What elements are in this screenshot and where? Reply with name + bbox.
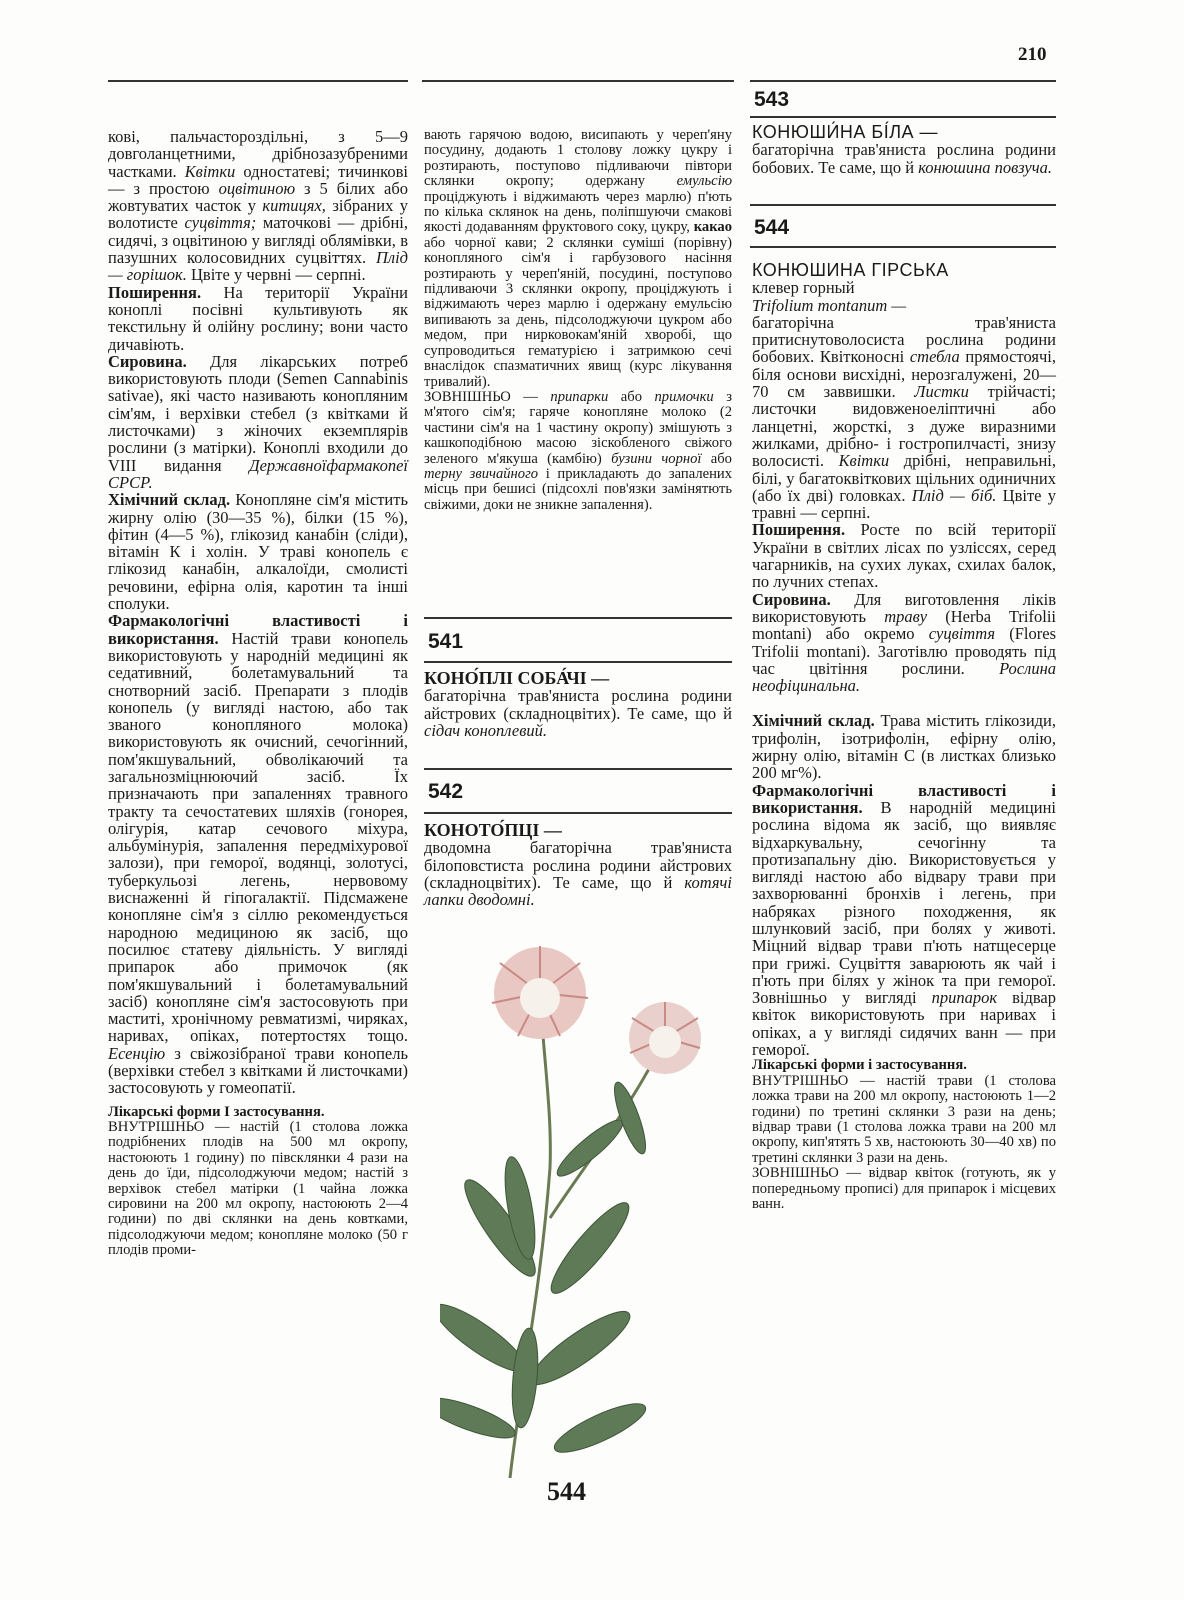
entry-541-text: багаторічна трав'яниста рослина родини айстрових (складноцвітих). Те саме, що й сідач коноплевий. <box>424 686 732 740</box>
section-number-544: 544 <box>754 216 790 239</box>
entry-544-chemistry: Хімічний склад. Трава містить глікозиди, трифолін, ізотрифолін, ефірну олію, жирну олію, вітамін С (в листках близько 200 мг%). <box>752 711 1057 783</box>
section-rule <box>424 768 732 770</box>
entry-544-dosage-heading: Лікарські форми і застосування. <box>752 1057 967 1074</box>
entry-543 <box>752 124 1056 176</box>
section-rule <box>424 812 732 814</box>
flower-head-large <box>492 946 588 1039</box>
paragraph-description: кові, пальчастороздільні, з 5—9 довголанцетними, дрібнозазубреними частками. Квітки одностатеві; тичинкові — з простою оцвітиною з 5 білих або жовтуватих часток у китицях, зібраних у волотисте суцвіття; маточкові — дрібні, сидячі, з оцвітиною у вигляді облямівки, в пазушних колосовидних суцвіттях. Плід — горішок. Цвіте у червні — серпні. <box>108 127 409 285</box>
section-rule <box>750 204 1056 206</box>
entry-544-russian-name: клевер горный <box>752 278 855 298</box>
section-rule <box>424 661 732 663</box>
entry-544-description: багаторічна трав'яниста притиснутоволосиста рослина родини бобових. Квітконосні стебла прямостоячі, біля основи висхідні, нерозгалужені, 20—70 см заввишки. Листки трійчасті; листочки видовженоеліптичні або ланцетні, жорсткі, з дуже виразними жилками, дрібно- і гостропилчасті, знизу волосисті. Квітки дрібні, неправильні, білі, у багатоквіткових щільних одиничних (або їх дві) головках. Плід — біб. Цвіте у травні — серпні. <box>752 312 1056 523</box>
paragraph-chemistry: Хімічний склад. Конопляне сім'я містить жирну олію (30—35 %), білки (15 %), фітин (4—5 %), глікозид канабін (сліди), вітамін К і холін. У траві конопель є глікозид канабін, алкалоїди, смолисті речовини, ефірна олія, каротин та інші сполуки. <box>108 490 409 614</box>
clover-illustration <box>440 918 740 1518</box>
entry-544-latin-name: Trifolium montanum — <box>752 295 907 315</box>
section-number-542: 542 <box>428 780 464 803</box>
entry-542-headword: КОНОТО́ПЦІ — <box>424 820 562 840</box>
flower-head-small <box>629 1002 701 1074</box>
entry-544-distribution: Поширення. Росте по всій території України в світлих лісах по узліссях, серед чагарників, на сухих луках, схилах балок, по лучних степах. <box>752 520 1056 592</box>
section-number-543: 543 <box>754 88 790 111</box>
entry-543-headword: КОНЮШИ́НА БІ́ЛА — <box>752 122 939 142</box>
entry-544-headword: КОНЮШИНА ГІРСЬКА <box>752 260 949 280</box>
paragraph-external-use: ЗОВНІШНЬО — припарки або примочки з м'ятого сім'я; гаряче конопляне молоко (2 частини сім'я на 1 частину окропу) змішують з кашкоподібною масою зіскобленого свіжого зеленого м'якуша (камбію) бузини чорної або терну звичайного і прикладають до запалених місць при бешисі (підсохлі пов'язки замінятють свіжими, доки не зникне запалення). <box>424 388 732 513</box>
entry-542 <box>424 822 732 908</box>
paragraph-dosage: ВНУТРІШНЬО — настій (1 столова ложка подрібнених плодів на 500 мл окропу, настоюють 1 годину) по півсклянки 4 рази на день до їди, підсолоджуючи медом; настій з верхівок стебел матірки (1 чайна ложка сировини на 200 мл окропу, настоюють 2—4 години) по дві склянки на день ковтками, підсолоджуючи медом; конопляне молоко (50 г плодів проми- <box>108 1119 408 1259</box>
section-rule <box>424 617 732 619</box>
entry-544-dosage: ВНУТРІШНЬО — настій трави (1 столова ложка трави на 200 мл окропу, настоюють 1—2 години) по третині склянки 3 рази на день; відвар трави (1 столова ложка трави на 200 мл окропу, кип'ятять 5 хв, настоюють 30—40 хв) по третині склянки 3 рази на день. <box>752 1072 1056 1166</box>
section-number-541: 541 <box>428 630 464 653</box>
entry-544-pharmacology: Фармакологічні властивості і використання. В народній медицині рослина відома як засіб, що виявляє відхаркувальну, сечогінну та протизапальну дію. Використовується у вигляді настою або відвару трави при захворюванні бронхів і легень, при набряках різного походження, як шлунковий засіб, при болях у животі. Міцний відвар трави п'ють натщесерце при грижі. Суцвіття заварюють як чай і п'ють при білях у жінок та при геморої. Зовнішньо у вигляді припарок відвар квіток використовують при наривах і опіках, а у вигляді сидячих ванн — при геморої. <box>752 780 1057 1060</box>
entry-544 <box>752 262 1056 1212</box>
entry-544-external-use: ЗОВНІШНЬО — відвар квіток (готують, як у попередньому прописі) для припарок і місцевих ванн. <box>752 1165 1056 1213</box>
entry-541 <box>424 670 732 739</box>
column-middle <box>424 128 732 513</box>
paragraph-continuation: вають гарячою водою, висипають у череп'яну посудину, додають 1 столову ложку цукру і розтирають, поступово підливаючи півтори склянки окропу; одержану емульсію проціджують і віджимають через марлю) п'ють по кілька склянок на день, поліпшуючи смакові якості додаванням фруктового соку, цукру, какао або чорної кави; 2 склянки суміші (порівну) конопляного сім'я і гарбузового насіння розтирають у череп'яній, посудині, поступово підливаючи 3 склянки окропу, проціджують і віджимають через марлю і одержану емульсію випивають за день, підсолоджуючи цукром або медом, при нирковокам'яній хворобі, що супроводиться гематурією і затримкою сечі внаслідок спазматичних явищ (курс лікування тривалий). <box>424 127 732 390</box>
paragraph-distribution: Поширення. На території України коноплі посівні культивують як текстильну й олійну рослину; вони часто дичавіють. <box>108 282 408 354</box>
entry-544-raw-material: Сировина. Для виготовлення ліків використовують траву (Herba Trifolii montani) або окремо суцвіття (Flores Trifolii montani). Заготівлю проводять під час цвітіння рослини. Рослина неофіцинальна. <box>752 589 1056 696</box>
column-left <box>108 128 408 1259</box>
entry-542-text: дводомна багаторічна трав'яниста білоповстиста рослина родини айстрових (складноцвітих). Те саме, що й котячі лапки дводомні. <box>424 838 732 910</box>
plate-label: 544 <box>547 1477 586 1506</box>
column-rule <box>108 80 408 82</box>
paragraph-raw-material: Сировина. Для лікарських потреб використовують плоди (Semen Cannabinis sativae), які часто називають конопляним сім'ям, і верхівки стебел (з квітками й листочками) з жіночих екземплярів рослини (з матірки). Коноплі входили до VIII видання Державноїфармакопеї СРСР. <box>108 351 408 492</box>
paragraph-pharmacology: Фармакологічні властивості і використання. Настій трави конопель використовують у народній медицині як седативний, болетамувальний та снотворний засіб. Препарати з плодів конопель (у вигляді настою, або так званого конопляного молока) використовують як очисний, сечогінний, пом'якшувальний, обволікаючий та загальнозміцнюючий засіб. Їх призначають при запаленнях травного тракту та сечостатевих шляхів (гонорея, олігурія, катар сечового міхура, альбумінурія, запалення передміхурової залози), при геморої, водянці, золотусі, туберкульозі легень, нервовому виснаженні й гіпогалактії. Підсмажене конопляне сім'я з сіллю рекомендується народною медициною як засіб, що посилює статеву діяльність. У вигляді припарок або примочок (як пом'якшувальний і болетамувальний засіб) конопляне сім'я застосовують при маститі, хронічному ревматизмі, чиряках, наривах, опіках, потертостях тощо. Есенцію з свіжозібраної трави конопель (верхівки стебел з квітками й листочками) застосовують у гомеопатії. <box>108 611 408 1098</box>
page-number: 210 <box>1018 44 1047 65</box>
entry-541-headword: КОНО́ПЛІ СОБА́ЧІ — <box>424 668 610 688</box>
column-rule <box>750 80 1056 82</box>
entry-543-text: багаторічна трав'яниста рослина родини бобових. Те саме, що й конюшина повзуча. <box>752 140 1056 177</box>
paragraph-dosage-heading: Лікарські форми І застосування. <box>108 1103 325 1120</box>
column-rule <box>422 80 734 82</box>
section-rule <box>750 116 1056 118</box>
section-rule <box>750 246 1056 248</box>
